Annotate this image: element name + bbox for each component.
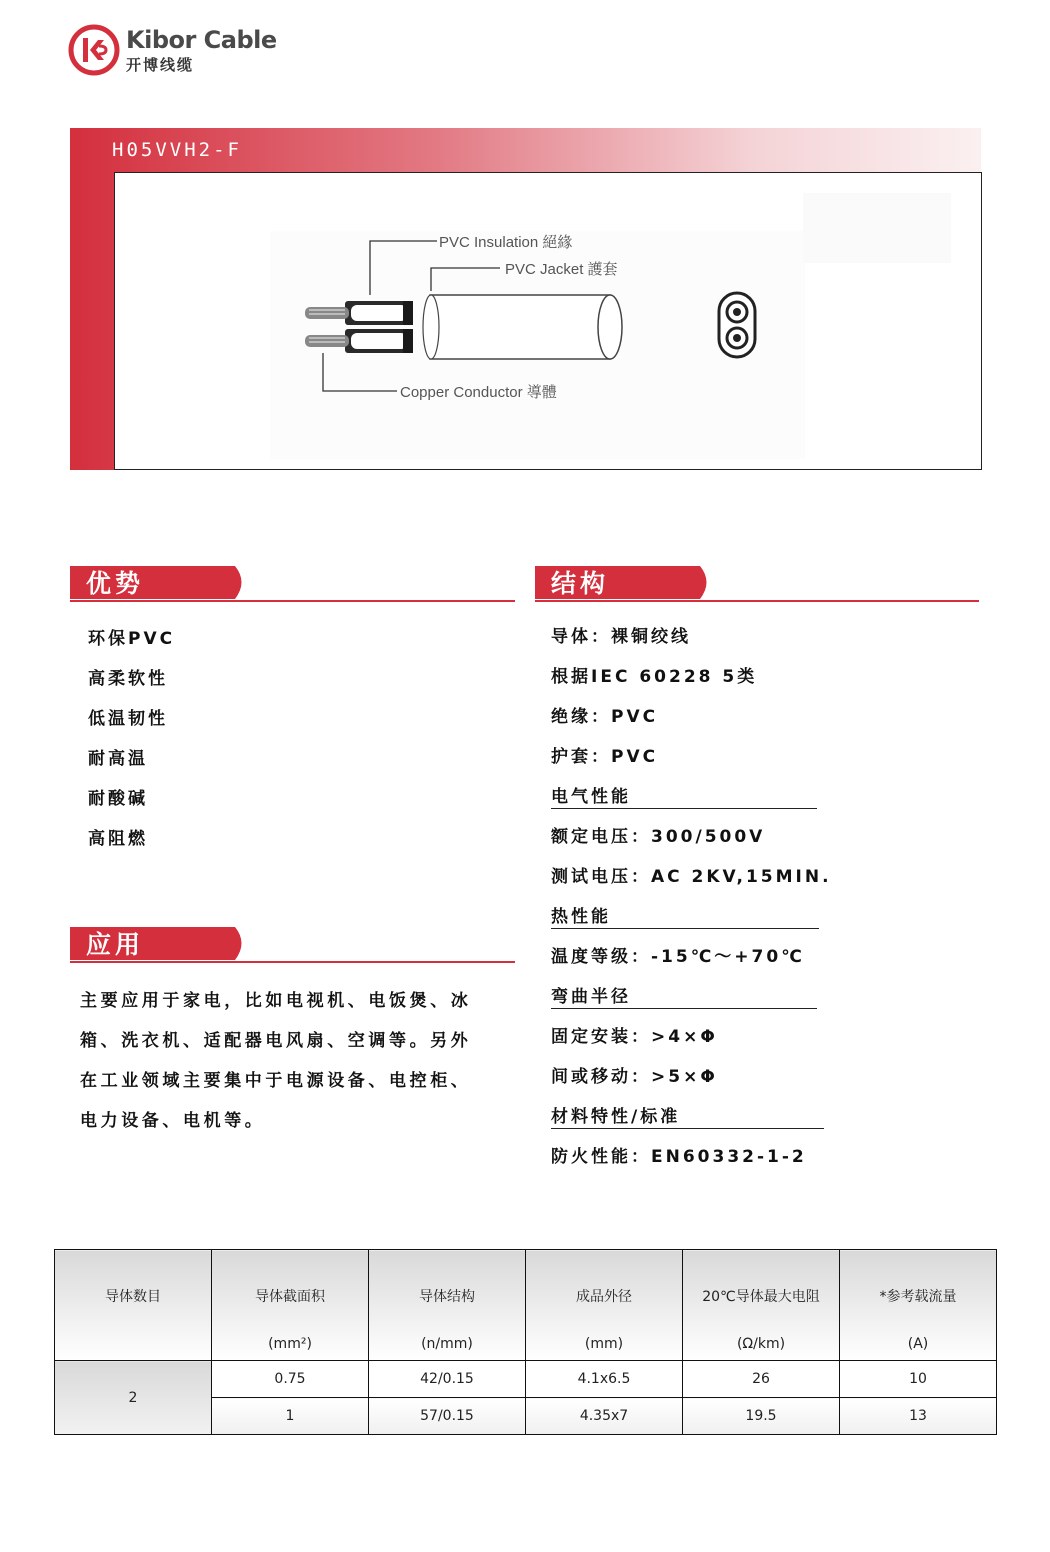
header-name: 导体截面积 <box>255 1289 325 1305</box>
electrical-subtitle: 电气性能 <box>551 782 817 809</box>
header-name: 20℃导体最大电阻 <box>702 1289 820 1305</box>
spec-table <box>54 1249 997 1435</box>
table-header-row <box>55 1250 997 1361</box>
core-count-cell: 2 <box>55 1361 212 1435</box>
application-text-line: 在工业领域主要集中于电源设备、电控柜、 <box>80 1071 472 1091</box>
header-name: 导体数目 <box>105 1289 161 1305</box>
fixed-installation: 固定安装：>4×Φ <box>551 1027 718 1047</box>
header-name: *参考载流量 <box>879 1289 957 1305</box>
advantage-item: 环保PVC <box>88 629 176 649</box>
cable-jacket-shape <box>423 295 622 359</box>
advantages-title: 优势 <box>86 569 145 598</box>
application-title: 应用 <box>86 930 145 959</box>
header-cell <box>369 1250 526 1361</box>
advantage-item: 高柔软性 <box>88 669 168 689</box>
header-unit: (mm) <box>584 1336 624 1352</box>
table-cell: 4.35x7 <box>526 1398 683 1435</box>
application-text-line: 箱、洗衣机、适配器电风扇、空调等。另外 <box>80 1031 472 1051</box>
table-cell: 26 <box>683 1361 840 1398</box>
advantage-item: 高阻燃 <box>88 829 148 849</box>
temperature-grade: 温度等级：-15℃～+70℃ <box>551 947 805 967</box>
cable-end-view-icon <box>719 293 755 357</box>
structure-title: 结构 <box>551 569 610 598</box>
fire-performance: 防火性能：EN60332-1-2 <box>551 1147 807 1167</box>
table-cell: 57/0.15 <box>369 1398 526 1435</box>
header-cell <box>526 1250 683 1361</box>
kibor-logo-icon <box>68 24 120 76</box>
rated-voltage: 额定电压：300/500V <box>551 827 766 847</box>
thermal-subtitle: 热性能 <box>551 902 819 929</box>
structure-insulation: 绝缘：PVC <box>551 707 659 727</box>
brand-name-cn: 开博线缆 <box>126 56 195 74</box>
structure-header <box>535 566 979 602</box>
header-cell <box>212 1250 369 1361</box>
advantage-item: 耐高温 <box>88 749 148 769</box>
header-cell <box>840 1250 997 1361</box>
structure-jacket: 护套：PVC <box>551 747 659 767</box>
table-cell: 19.5 <box>683 1398 840 1435</box>
header-cell <box>55 1250 212 1361</box>
application-text-line: 主要应用于家电，比如电视机、电饭煲、冰 <box>80 991 472 1011</box>
material-subtitle: 材料特性/标准 <box>551 1102 824 1129</box>
jacket-label: PVC Jacket 護套 <box>505 261 618 278</box>
conductor-label: Copper Conductor 導體 <box>400 384 557 401</box>
product-model-title: H05VVH2-F <box>112 139 242 161</box>
header-unit: (n/mm) <box>421 1336 473 1352</box>
advantages-header <box>70 566 515 602</box>
header-unit: (A) <box>907 1336 929 1352</box>
header-unit: (mm²) <box>268 1336 312 1352</box>
insulation-label: PVC Insulation 絕緣 <box>439 234 573 251</box>
application-text-line: 电力设备、电机等。 <box>80 1111 266 1131</box>
header-name: 成品外径 <box>576 1289 632 1305</box>
table-cell: 42/0.15 <box>369 1361 526 1398</box>
table-cell: 1 <box>212 1398 369 1435</box>
brand-name: Kibor Cable <box>126 26 277 54</box>
table-cell: 4.1x6.5 <box>526 1361 683 1398</box>
structure-standard: 根据IEC 60228 5类 <box>551 667 758 687</box>
advantage-item: 低温韧性 <box>88 709 168 729</box>
header-name: 导体结构 <box>419 1289 475 1305</box>
table-row <box>55 1361 997 1398</box>
application-header <box>70 927 515 963</box>
company-logo <box>68 24 277 78</box>
bend-radius-subtitle: 弯曲半径 <box>551 982 817 1009</box>
advantage-item: 耐酸碱 <box>88 789 148 809</box>
structure-conductor: 导体：裸铜绞线 <box>551 627 691 647</box>
cable-diagram-frame <box>114 172 982 470</box>
cable-cross-section-diagram <box>115 173 981 469</box>
header-cell <box>683 1250 840 1361</box>
table-cell: 10 <box>840 1361 997 1398</box>
table-cell: 13 <box>840 1398 997 1435</box>
test-voltage: 测试电压：AC 2KV,15MIN. <box>551 867 832 887</box>
occasional-movement: 间或移动：>5×Φ <box>551 1067 718 1087</box>
header-unit: (Ω/km) <box>736 1336 786 1352</box>
table-cell: 0.75 <box>212 1361 369 1398</box>
